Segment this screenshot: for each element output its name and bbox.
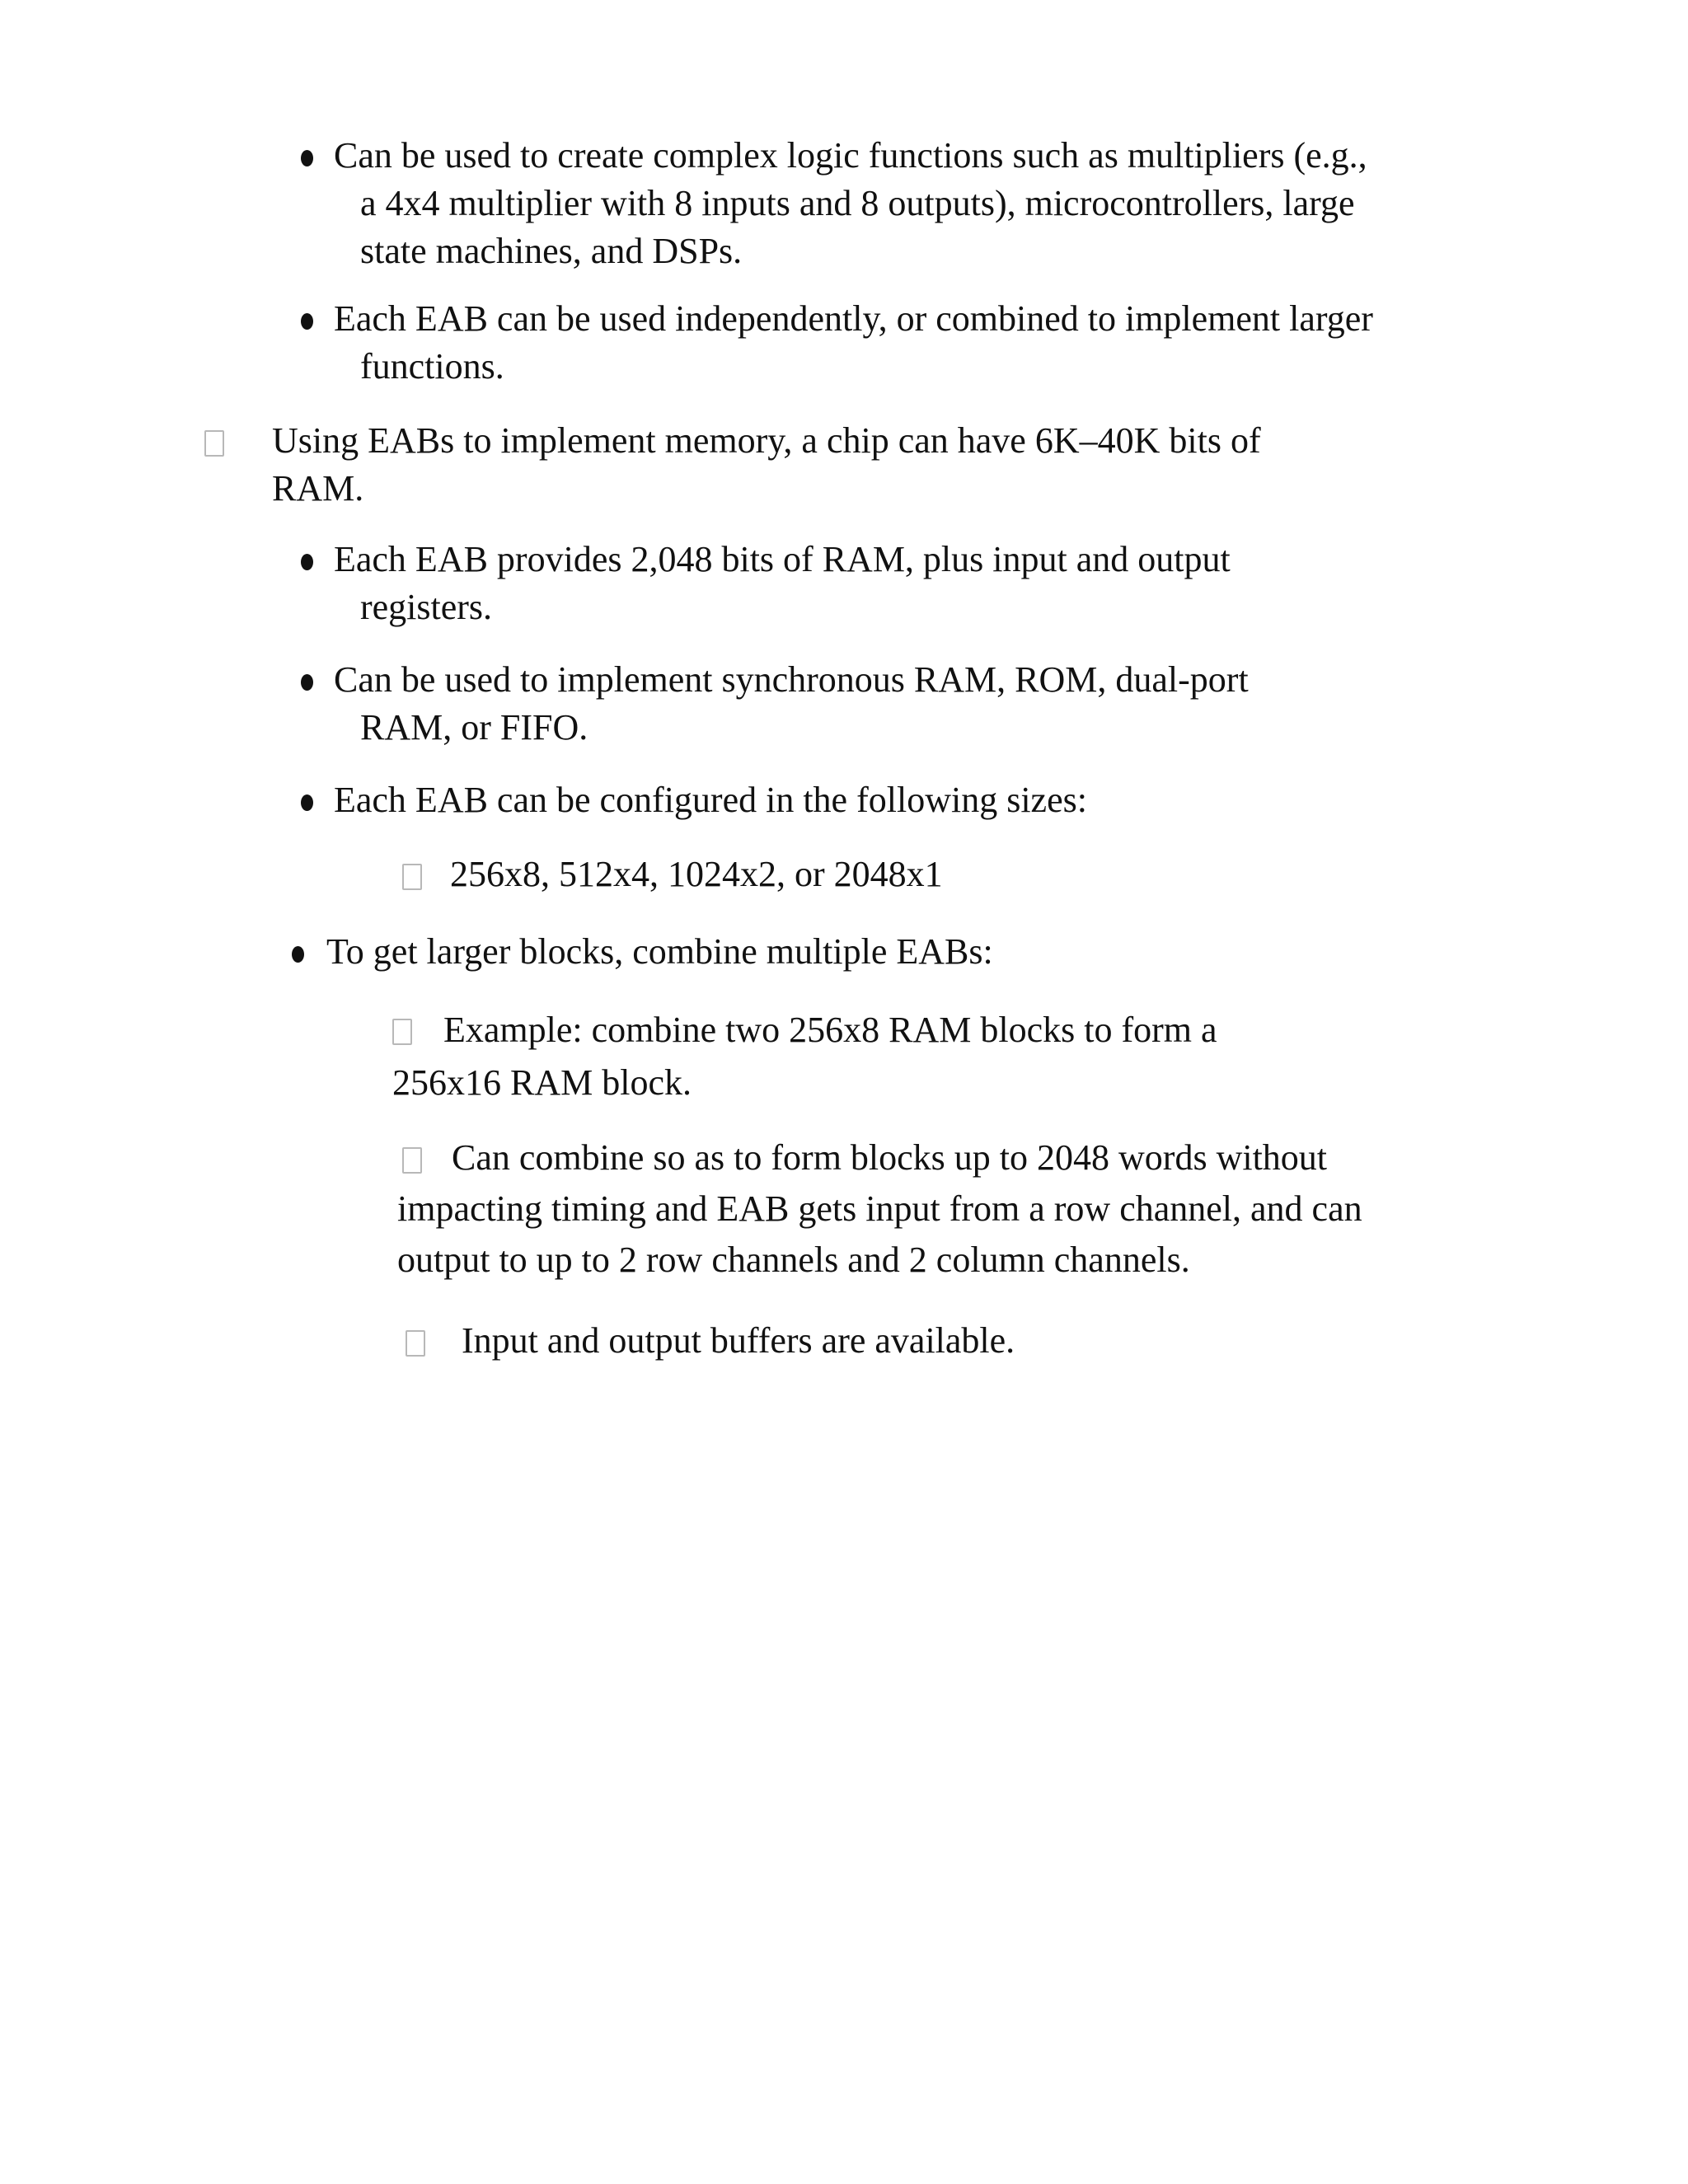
item-text-line: 256x16 RAM block. (392, 1062, 692, 1103)
item-text-line: state machines, and DSPs. (360, 231, 743, 271)
checkbox-square-icon (402, 864, 422, 890)
list-item-eab-sizes (301, 776, 1087, 824)
checkbox-square-icon (406, 1330, 425, 1357)
list-item-size-options (402, 851, 943, 898)
list-item-ram-types (301, 656, 1249, 752)
item-text-line: registers. (360, 587, 493, 627)
bullet-icon (301, 554, 313, 570)
item-text-line: To get larger blocks, combine multiple EABs: (326, 931, 993, 972)
item-text-line: Input and output buffers are available. (462, 1320, 1015, 1361)
item-text-line: Each EAB can be configured in the following sizes: (334, 780, 1087, 820)
checkbox-square-icon (392, 1019, 412, 1045)
bullet-icon (301, 313, 313, 330)
checkbox-square-icon (402, 1147, 422, 1174)
item-text-line: 256x8, 512x4, 1024x2, or 2048x1 (450, 854, 943, 894)
checkbox-square-icon (204, 430, 224, 457)
list-item-combine-timing (397, 1132, 1362, 1286)
list-item-larger-blocks (292, 928, 993, 976)
item-text-line: Can be used to implement synchronous RAM, ROM, dual-port (334, 659, 1249, 700)
bullet-icon (301, 794, 313, 811)
item-text-line: Each EAB can be used independently, or combined to implement larger (334, 298, 1373, 339)
item-text-line: functions. (360, 346, 504, 387)
item-text-line: RAM. (272, 468, 364, 509)
list-item-example (392, 1004, 1217, 1109)
item-text-line: a 4x4 multiplier with 8 inputs and 8 outputs), microcontrollers, large (360, 183, 1355, 223)
item-text-line: Example: combine two 256x8 RAM blocks to form a (443, 1010, 1217, 1050)
bullet-icon (301, 674, 313, 691)
list-item-independent-eab (301, 295, 1373, 391)
item-text-line: Can combine so as to form blocks up to 2048 words without (452, 1137, 1328, 1178)
item-text-line: RAM, or FIFO. (360, 707, 588, 748)
list-item-buffers (406, 1317, 1015, 1365)
bullet-icon (292, 946, 304, 963)
item-text-line: output to up to 2 row channels and 2 column channels. (397, 1240, 1190, 1280)
list-item-eab-ram-bits (301, 536, 1231, 631)
list-item-complex-logic (301, 132, 1367, 275)
bullet-icon (301, 150, 313, 166)
item-text-line: Using EABs to implement memory, a chip can have 6K–40K bits of (272, 420, 1261, 461)
item-text-line: Each EAB provides 2,048 bits of RAM, plus input and output (334, 539, 1231, 579)
list-item-eab-memory (204, 417, 1261, 513)
item-text-line: impacting timing and EAB gets input from a row channel, and can (397, 1188, 1362, 1229)
item-text-line: Can be used to create complex logic functions such as multipliers (e.g., (334, 135, 1367, 176)
